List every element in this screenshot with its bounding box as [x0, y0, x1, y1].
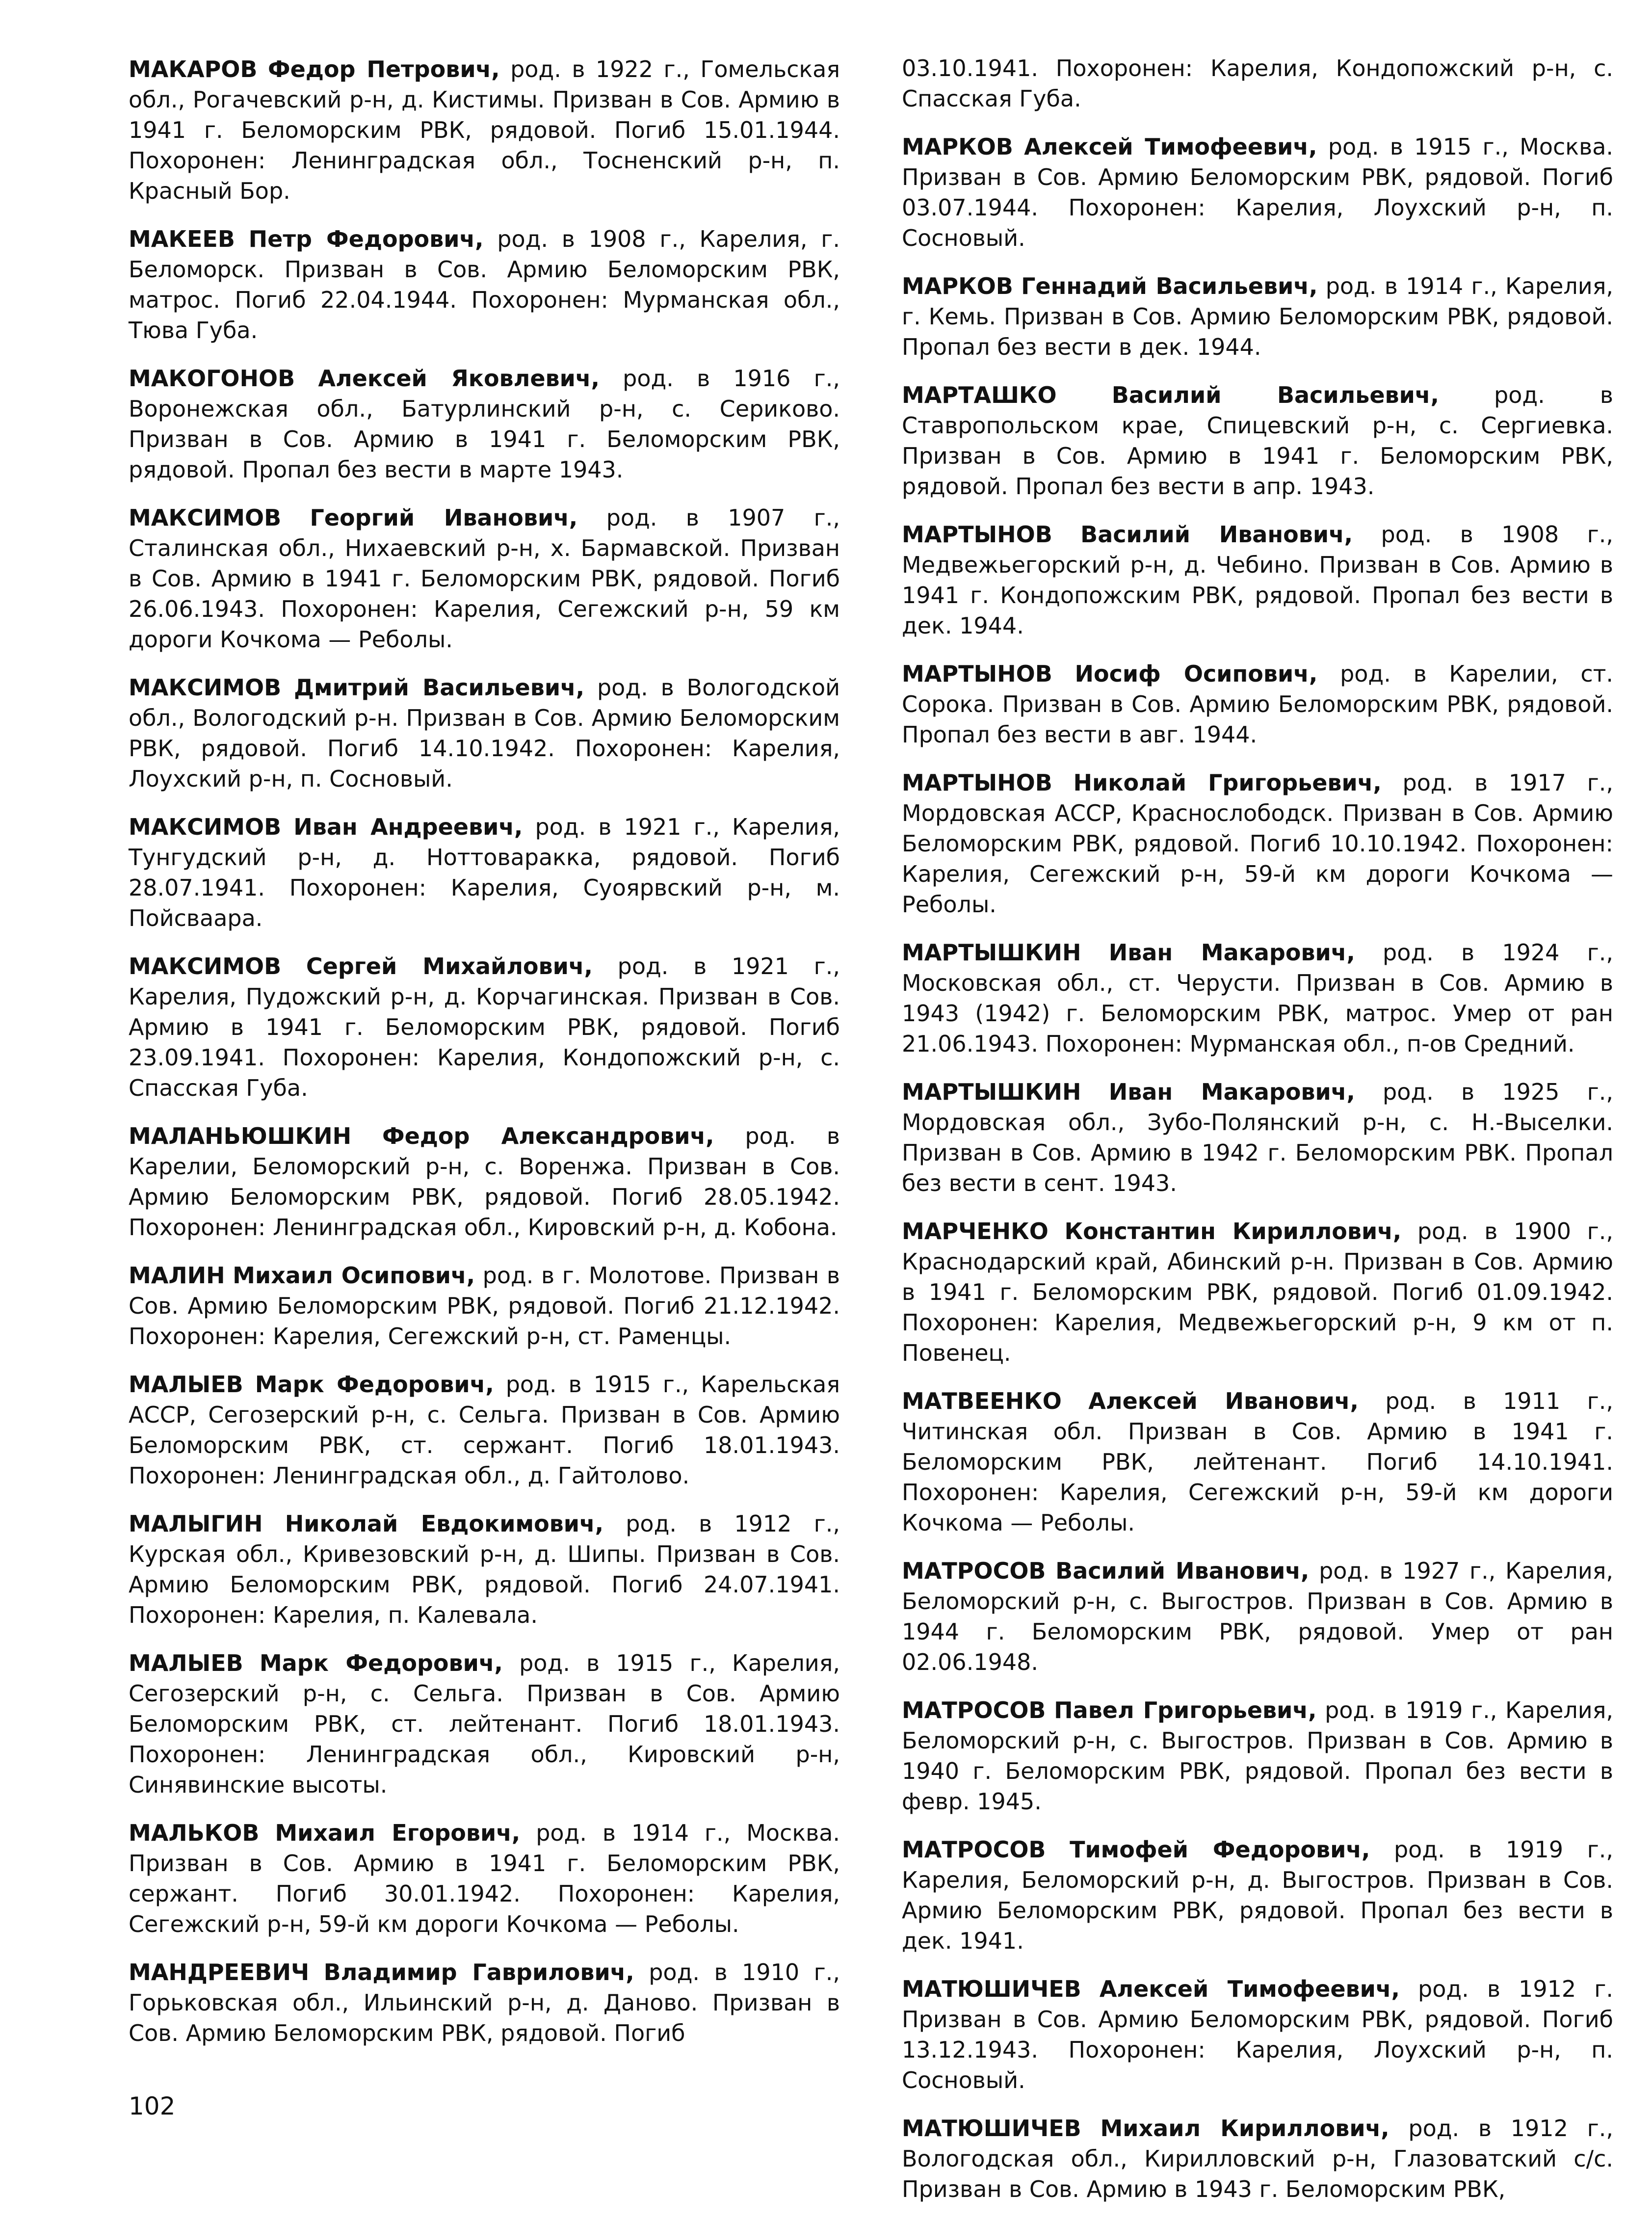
entry-details: род. в 1910 г., Горьковская обл., Ильинский р-н, д. Даново. Призван в Сов. Армию Беломорским РВК, рядовой. Погиб [129, 1959, 840, 2046]
entry-given-name: Павел Григорьевич, [1054, 1697, 1317, 1723]
entry-details: род. в 1912 г., Вологодская обл., Кирилловский р-н, Глазоватский с/с. Призван в Сов. Армию в 1943 г. Беломорским РВК, [902, 2115, 1613, 2202]
memorial-entry [902, 2113, 1613, 2204]
entry-surname: МАРКОВ [902, 273, 1013, 299]
entry-surname: МАЛЫЕВ [129, 1650, 243, 1676]
entry-details: род. в Карелии, Беломорский р-н, с. Воренжа. Призван в Сов. Армию Беломорским РВК, рядовой. Погиб 28.05.1942. Похоронен: Ленинградская обл., Кировский р-н, д. Кобона. [129, 1123, 840, 1241]
entry-surname: МАРТЫШКИН [902, 1079, 1081, 1105]
entry-details: род. в 1908 г., Карелия, г. Беломорск. Призван в Сов. Армию Беломорским РВК, матрос. Погиб 22.04.1944. Похоронен: Мурманская обл., Тюва Губа. [129, 226, 840, 344]
entry-details: род. в 1927 г., Карелия, Беломорский р-н, с. Выгостров. Призван в Сов. Армию в 1944 г. Беломорским РВК, рядовой. Умер от ран 02.06.1948. [902, 1558, 1614, 1675]
entry-given-name: Иван Макарович, [1108, 939, 1355, 966]
entry-details: род. в 1921 г., Карелия, Пудожский р-н, д. Корчагинская. Призван в Сов. Армию в 1941 г. Беломорским РВК, рядовой. Погиб 23.09.1941. Похоронен: Карелия, Кондопожский р-н, с. Спасская Губа. [129, 953, 840, 1101]
memorial-entry [129, 363, 840, 485]
entry-surname: МАРТЫШКИН [902, 939, 1081, 966]
entry-surname: МАЛЫГИН [129, 1510, 263, 1537]
entry-surname: МАКСИМОВ [129, 953, 282, 979]
entry-surname: МАТРОСОВ [902, 1697, 1046, 1723]
memorial-entry [129, 1957, 840, 2048]
entry-surname: МАРКОВ [902, 133, 1013, 160]
entry-surname: МАНДРЕЕВИЧ [129, 1959, 310, 1985]
memorial-entry [129, 672, 840, 794]
entry-surname: МАКСИМОВ [129, 504, 282, 531]
entry-details: род. в 1922 г., Гомельская обл., Рогачевский р-н, д. Кистимы. Призван в Сов. Армию в 1941 г. Беломорским РВК, рядовой. Погиб 15.01.1944. Похоронен: Ленинградская обл., Тосненский р-н, п. Красный Бор. [129, 56, 840, 204]
entry-details: род. в 1921 г., Карелия, Тунгудский р-н, д. Ноттоваракка, рядовой. Погиб 28.07.1941. Похоронен: Карелия, Суоярвский р-н, м. Пойсваара. [129, 814, 840, 931]
entry-details: род. в 1912 г., Курская обл., Кривезовский р-н, д. Шипы. Призван в Сов. Армию Беломорским РВК, рядовой. Погиб 24.07.1941. Похоронен: Карелия, п. Калевала. [129, 1510, 840, 1628]
left-column [129, 54, 840, 2066]
entry-details: род. в 1917 г., Мордовская АССР, Краснослободск. Призван в Сов. Армию Беломорским РВК, рядовой. Погиб 10.10.1942. Похоронен: Карелия, Сегежский р-н, 59-й км дороги Кочкома — Реболы. [902, 769, 1613, 918]
memorial-entry [902, 1695, 1613, 1817]
entry-given-name: Константин Кириллович, [1064, 1218, 1402, 1244]
entry-given-name: Михаил Осипович, [233, 1262, 475, 1289]
entry-given-name: Михаил Кириллович, [1100, 2115, 1390, 2142]
entry-given-name: Алексей Тимофеевич, [1099, 1976, 1400, 2002]
entry-given-name: Василий Васильевич, [1111, 382, 1439, 408]
entry-surname: МАЛАНЬЮШКИН [129, 1123, 352, 1149]
entry-details: 03.10.1941. Похоронен: Карелия, Кондопожский р-н, с. Спасская Губа. [902, 55, 1613, 112]
entry-details: род. в 1915 г., Карелия, Сегозерский р-н, с. Сельга. Призван в Сов. Армию Беломорским РВК, ст. лейтенант. Погиб 18.01.1943. Похоронен: Ленинградская обл., Кировский р-н, Синявинские высоты. [129, 1650, 840, 1798]
entry-surname: МАРТАШКО [902, 382, 1057, 408]
entry-details: род. в 1914 г., Карелия, г. Кемь. Призван в Сов. Армию Беломорским РВК, рядовой. Пропал без вести в дек. 1944. [902, 273, 1613, 360]
entry-surname: МАРТЫНОВ [902, 769, 1052, 796]
entry-details: род. в 1912 г. Призван в Сов. Армию Беломорским РВК, рядовой. Погиб 13.12.1943. Похоронен: Карелия, Лоухский р-н, п. Сосновый. [902, 1976, 1613, 2093]
memorial-entry [902, 659, 1613, 750]
memorial-entry [129, 54, 840, 206]
entry-surname: МАРЧЕНКО [902, 1218, 1049, 1244]
entry-surname: МАЛЬКОВ [129, 1820, 260, 1846]
entry-surname: МАТВЕЕНКО [902, 1388, 1062, 1414]
entry-given-name: Алексей Яковлевич, [318, 365, 600, 392]
memorial-entry [902, 1216, 1613, 1368]
memorial-entry [902, 1556, 1613, 1677]
entry-details: род. в 1914 г., Москва. Призван в Сов. Армию в 1941 г. Беломорским РВК, сержант. Погиб 30.01.1942. Похоронен: Карелия, Сегежский р-н, 59-й км дороги Кочкома — Реболы. [129, 1820, 840, 1937]
memorial-entry [902, 937, 1613, 1059]
memorial-entry [129, 1648, 840, 1800]
entry-details: род. в Карелии, ст. Сорока. Призван в Сов. Армию Беломорским РВК, рядовой. Пропал без вести в авг. 1944. [902, 661, 1614, 748]
memorial-entry [902, 519, 1613, 641]
entry-given-name: Геннадий Васильевич, [1021, 273, 1318, 299]
entry-details: род. в 1915 г., Карельская АССР, Сегозерский р-н, с. Сельга. Призван в Сов. Армию Беломорским РВК, ст. сержант. Погиб 18.01.1943. Похоронен: Ленинградская обл., д. Гайтолово. [129, 1371, 840, 1489]
entry-given-name: Иван Андреевич, [293, 814, 523, 840]
memorial-entry [129, 812, 840, 933]
entry-details: род. в 1919 г., Карелия, Беломорский р-н, с. Выгостров. Призван в Сов. Армию в 1940 г. Беломорским РВК, рядовой. Пропал без вести в февр. 1945. [902, 1697, 1613, 1815]
entry-surname: МАЛЫЕВ [129, 1371, 243, 1398]
entry-details: род. в Ставропольском крае, Спицевский р-н, с. Сергиевка. Призван в Сов. Армию в 1941 г. Беломорским РВК, рядовой. Пропал без вести в апр. 1943. [902, 382, 1613, 500]
entry-given-name: Василий Иванович, [1080, 521, 1353, 548]
entry-given-name: Сергей Михайлович, [306, 953, 593, 979]
entry-surname: МАТРОСОВ [902, 1558, 1046, 1584]
entry-surname: МАРТЫНОВ [902, 521, 1052, 548]
entry-surname: МАЛИН [129, 1262, 225, 1289]
entry-given-name: Михаил Егорович, [275, 1820, 521, 1846]
entry-surname: МАКАРОВ [129, 56, 258, 82]
memorial-entry [129, 1508, 840, 1630]
entry-surname: МАТЮШИЧЕВ [902, 1976, 1081, 2002]
entry-surname: МАКСИМОВ [129, 814, 282, 840]
entry-details: род. в Вологодской обл., Вологодский р-н. Призван в Сов. Армию Беломорским РВК, рядовой. Погиб 14.10.1942. Похоронен: Карелия, Лоухский р-н, п. Сосновый. [129, 674, 840, 792]
entry-surname: МАТРОСОВ [902, 1836, 1046, 1863]
memorial-entry [129, 1818, 840, 1939]
entry-surname: МАКСИМОВ [129, 674, 282, 701]
memorial-entry [902, 767, 1613, 920]
memorial-entry [129, 1369, 840, 1491]
memorial-entry [902, 271, 1613, 362]
entry-details: род. в 1911 г., Читинская обл. Призван в Сов. Армию в 1941 г. Беломорским РВК, лейтенант. Погиб 14.10.1941. Похоронен: Карелия, Сегежский р-н, 59-й км дороги Кочкома — Реболы. [902, 1388, 1613, 1536]
memorial-entry [129, 1260, 840, 1351]
entry-details: род. в 1915 г., Москва. Призван в Сов. Армию Беломорским РВК, рядовой. Погиб 03.07.1944. Похоронен: Карелия, Лоухский р-н, п. Сосновый. [902, 133, 1614, 251]
entry-given-name: Тимофей Федорович, [1070, 1836, 1370, 1863]
entry-given-name: Федор Александрович, [382, 1123, 714, 1149]
entry-surname: МАКОГОНОВ [129, 365, 295, 392]
memorial-entry [902, 1077, 1613, 1198]
memorial-entry [902, 132, 1613, 253]
memorial-entry [129, 503, 840, 655]
entry-given-name: Алексей Иванович, [1088, 1388, 1359, 1414]
memorial-entry [129, 951, 840, 1103]
entry-details: род. в 1908 г., Медвежьегорский р-н, д. Чебино. Призван в Сов. Армию в 1941 г. Кондопожским РВК, рядовой. Пропал без вести в дек. 1944. [902, 521, 1613, 639]
memorial-entry [902, 1974, 1613, 2095]
entry-given-name: Дмитрий Васильевич, [294, 674, 585, 701]
right-column [902, 53, 1613, 2222]
entry-details: род. в 1919 г., Карелия, Беломорский р-н, д. Выгостров. Призван в Сов. Армию Беломорским РВК, рядовой. Пропал без вести в дек. 1941. [902, 1836, 1613, 1954]
entry-given-name: Владимир Гаврилович, [323, 1959, 634, 1985]
entry-given-name: Николай Евдокимович, [285, 1510, 604, 1537]
entry-given-name: Николай Григорьевич, [1073, 769, 1382, 796]
entry-given-name: Георгий Иванович, [310, 504, 578, 531]
memorial-entry [902, 1386, 1613, 1538]
memorial-entry [129, 1121, 840, 1243]
memorial-entry [902, 53, 1613, 114]
memorial-entry [129, 224, 840, 345]
entry-details: род. в 1924 г., Московская обл., ст. Черусти. Призван в Сов. Армию в 1943 (1942) г. Беломорским РВК, матрос. Умер от ран 21.06.1943. Похоронен: Мурманская обл., п-ов Средний. [902, 939, 1614, 1057]
entry-details: род. в 1907 г., Сталинская обл., Нихаевский р-н, х. Бармавской. Призван в Сов. Армию в 1941 г. Беломорским РВК, рядовой. Погиб 26.06.1943. Похоронен: Карелия, Сегежский р-н, 59 км дороги Кочкома — Реболы. [129, 504, 840, 653]
memorial-entry [902, 1834, 1613, 1956]
entry-surname: МАКЕЕВ [129, 226, 235, 252]
entry-given-name: Василий Иванович, [1055, 1558, 1310, 1584]
entry-given-name: Иосиф Осипович, [1075, 661, 1318, 687]
entry-given-name: Алексей Тимофеевич, [1024, 133, 1317, 160]
entry-details: род. в г. Молотове. Призван в Сов. Армию Беломорским РВК, рядовой. Погиб 21.12.1942. Похоронен: Карелия, Сегежский р-н, ст. Раменцы. [129, 1262, 840, 1349]
page-number: 102 [129, 2092, 176, 2120]
entry-surname: МАРТЫНОВ [902, 661, 1052, 687]
entry-given-name: Иван Макарович, [1108, 1079, 1355, 1105]
entry-surname: МАТЮШИЧЕВ [902, 2115, 1081, 2142]
entry-given-name: Марк Федорович, [255, 1371, 494, 1398]
entry-given-name: Марк Федорович, [259, 1650, 503, 1676]
entry-details: род. в 1916 г., Воронежская обл., Батурлинский р-н, с. Сериково. Призван в Сов. Армию в 1941 г. Беломорским РВК, рядовой. Пропал без вести в марте 1943. [129, 365, 840, 483]
entry-given-name: Петр Федорович, [248, 226, 484, 252]
entry-given-name: Федор Петрович, [267, 56, 500, 82]
entry-details: род. в 1900 г., Краснодарский край, Абинский р-н. Призван в Сов. Армию в 1941 г. Беломорским РВК, рядовой. Погиб 01.09.1942. Похоронен: Карелия, Медвежьегорский р-н, 9 км от п. Повенец. [902, 1218, 1613, 1366]
entry-details: род. в 1925 г., Мордовская обл., Зубо-Полянский р-н, с. Н.-Выселки. Призван в Сов. Армию в 1942 г. Беломорским РВК. Пропал без вести в сент. 1943. [902, 1079, 1614, 1196]
memorial-entry [902, 380, 1613, 502]
